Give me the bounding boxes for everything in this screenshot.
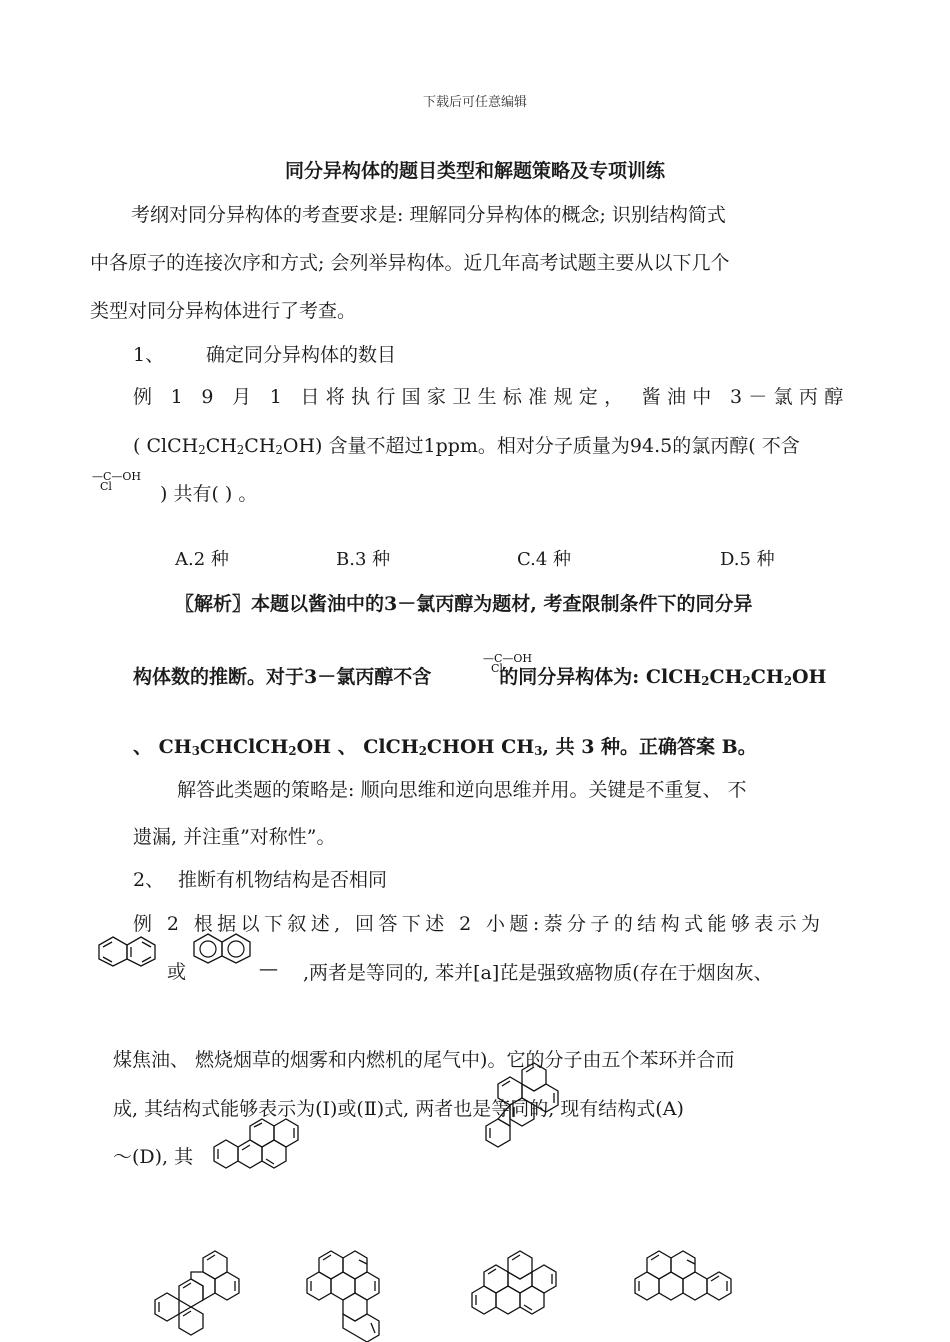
document-title: 同分异构体的题目类型和解题策略及专项训练 [284, 160, 665, 182]
or-text: 或 [167, 961, 187, 983]
fragment-bottom-text: Cl [491, 662, 503, 675]
intro-line-3: 类型对同分异构体进行了考查。 [90, 300, 357, 322]
structure-A [153, 1250, 245, 1342]
section-1-title: 确定同分异构体的数目 [206, 344, 397, 366]
example-2-line-5: ～(D), 其 [113, 1146, 194, 1168]
dash-text: — [259, 958, 278, 980]
analysis-line-1: 〖解析〗本题以酱油中的3－氯丙醇为题材, 考查限制条件下的同分异 [175, 593, 753, 615]
structure-C [470, 1250, 562, 1342]
strategy-line-1: 解答此类题的策略是: 顺向思维和逆向思维并用。关键是不重复、 不 [177, 779, 747, 801]
fragment-top-text: —C—OH [483, 652, 533, 665]
option-c: C.4 种 [517, 549, 572, 570]
page-header: 下载后可任意编辑 [422, 95, 527, 110]
fragment-structure-2 [483, 654, 532, 674]
example-2-line-1: 例 2 根据以下叙述, 回答下述 2 小题:萘分子的结构式能够表示为 [133, 913, 825, 935]
option-a: A.2 种 [175, 549, 229, 570]
option-b: B.3 种 [336, 549, 391, 570]
naphthalene-structure-1 [97, 935, 157, 967]
fragment-bottom-text: Cl [100, 480, 112, 493]
structure-D [633, 1250, 743, 1322]
intro-line-1: 考纲对同分异构体的考查要求是: 理解同分异构体的概念; 识别结构简式 [131, 204, 726, 226]
example-1-line-1: 例 1 9 月 1 日将执行国家卫生标准规定， 酱油中 3－氯丙醇 [133, 386, 850, 408]
example-2-line-3: 煤焦油、 燃烧烟草的烟雾和内燃机的尾气中)。它的分子由五个苯环并合而 [113, 1049, 735, 1071]
section-2-title: 推断有机物结构是否相同 [178, 869, 388, 891]
intro-line-2: 中各原子的连接次序和方式; 会列举异构体。近几年高考试题主要从以下几个 [90, 252, 730, 274]
strategy-line-2: 遗漏, 并注重”对称性”。 [133, 826, 336, 848]
example-1-line-3: ) 共有( ) 。 [160, 483, 258, 505]
section-1-number: 1、 [133, 344, 165, 366]
option-d: D.5 种 [720, 549, 775, 570]
fragment-top-text: —C—OH [92, 470, 142, 483]
fragment-structure-1 [92, 472, 141, 492]
example-2-line-2: ,两者是等同的, 苯并[a]芘是强致癌物质(存在于烟囱灰、 [303, 962, 773, 984]
benzopyrene-structure-II [472, 1062, 567, 1167]
naphthalene-structure-2 [193, 932, 251, 964]
section-2-number: 2、 [133, 869, 165, 891]
benzopyrene-structure-I [200, 1105, 305, 1175]
analysis-line-2: 构体数的推断。对于3－氯丙醇不含 的同分异构体为: $ClCH_2CH_2CH_2OH$ [133, 666, 827, 688]
structure-B [305, 1250, 385, 1342]
example-2-line-4: 成, 其结构式能够表示为(Ⅰ)或(Ⅱ)式, 两者也是等同的, 现有结构式(A) [113, 1098, 684, 1120]
analysis-line-3: 、 $CH_3CHClCH_2OH$ 、 ClCH$_2$CHOH $CH_3$, 共 3 种。正确答案 B。 [133, 736, 757, 758]
example-1-line-2: ( $ClCH_2CH_2CH_2OH$) 含量不超过1ppm。相对分子质量为94.5的氯丙醇( 不含 [133, 435, 800, 457]
